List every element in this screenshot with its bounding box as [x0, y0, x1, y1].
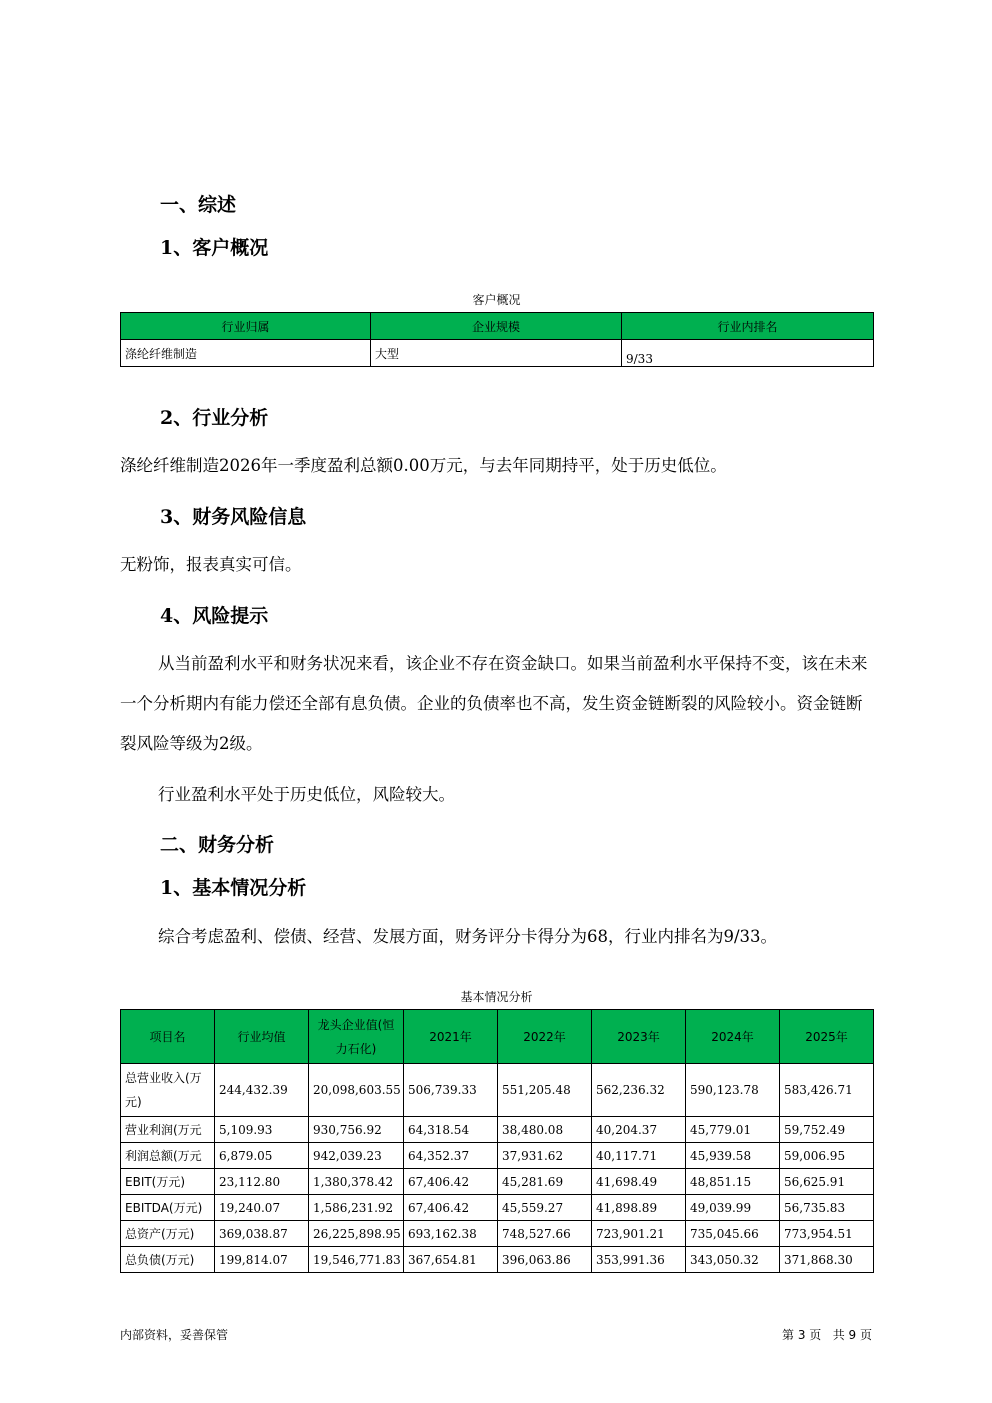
value-cell: 396,063.86: [498, 1247, 592, 1273]
footer-confidential: 内部资料，妥善保管: [120, 1328, 229, 1342]
table-row: [121, 1169, 874, 1195]
value-cell: 735,045.66: [686, 1221, 780, 1247]
value-cell: 6,879.05: [215, 1143, 309, 1169]
table-header-row: [121, 1010, 874, 1064]
row-label-cell: EBIT(万元): [121, 1169, 215, 1195]
value-cell: 942,039.23: [309, 1143, 404, 1169]
header-cell: 2021年: [404, 1010, 498, 1064]
subheading-customer-overview: 1、客户概况: [160, 237, 269, 259]
value-cell: 5,109.93: [215, 1117, 309, 1143]
row-label-cell: 总负债(万元): [121, 1247, 215, 1273]
table-caption-basic: 基本情况分析: [460, 990, 533, 1004]
value-cell: 19,546,771.83: [309, 1247, 404, 1273]
value-cell: 49,039.99: [686, 1195, 780, 1221]
value-cell: 64,318.54: [404, 1117, 498, 1143]
table-row: [121, 1143, 874, 1169]
header-cell: 2023年: [592, 1010, 686, 1064]
value-cell: 48,851.15: [686, 1169, 780, 1195]
subheading-basic-analysis: 1、基本情况分析: [160, 877, 307, 899]
value-cell: 67,406.42: [404, 1169, 498, 1195]
header-cell: 企业规模: [371, 313, 622, 340]
value-cell: 551,205.48: [498, 1064, 592, 1117]
value-cell: 40,117.71: [592, 1143, 686, 1169]
value-cell: 19,240.07: [215, 1195, 309, 1221]
value-cell: 723,901.21: [592, 1221, 686, 1247]
value-cell: 56,735.83: [780, 1195, 874, 1221]
value-cell: 369,038.87: [215, 1221, 309, 1247]
section-heading-financial: 二、财务分析: [160, 834, 275, 856]
scale-cell: 大型: [371, 340, 622, 367]
value-cell: 23,112.80: [215, 1169, 309, 1195]
value-cell: 773,954.51: [780, 1221, 874, 1247]
header-cell: 项目名: [121, 1010, 215, 1064]
risk-warning-text: 从当前盈利水平和财务状况来看，该企业不存在资金缺口。如果当前盈利水平保持不变，该在未来一个分析期内有能力偿还全部有息负债。企业的负债率也不高，发生资金链断裂的风险较小。资金链断裂风险等级为2级。: [120, 654, 868, 753]
value-cell: 199,814.07: [215, 1247, 309, 1273]
value-cell: 367,654.81: [404, 1247, 498, 1273]
rank-cell: 9/33: [622, 340, 874, 367]
footer-page-number: 第 3 页 共 9 页: [782, 1328, 872, 1342]
value-cell: 1,380,378.42: [309, 1169, 404, 1195]
value-cell: 371,868.30: [780, 1247, 874, 1273]
basic-analysis-table: [120, 1009, 874, 1273]
value-cell: 38,480.08: [498, 1117, 592, 1143]
row-label-cell: EBITDA(万元): [121, 1195, 215, 1221]
value-cell: 20,098,603.55: [309, 1064, 404, 1117]
value-cell: 506,739.33: [404, 1064, 498, 1117]
table-header-row: [121, 313, 874, 340]
row-label-cell: 总营业收入(万元): [121, 1064, 215, 1117]
value-cell: 59,752.49: [780, 1117, 874, 1143]
table-row: [121, 1117, 874, 1143]
header-cell: 行业归属: [121, 313, 371, 340]
industry-analysis-text: 涤纶纤维制造2026年一季度盈利总额0.00万元，与去年同期持平，处于历史低位。: [120, 456, 727, 475]
header-cell: 龙头企业值(恒力石化): [309, 1010, 404, 1064]
header-cell: 2022年: [498, 1010, 592, 1064]
value-cell: 56,625.91: [780, 1169, 874, 1195]
value-cell: 343,050.32: [686, 1247, 780, 1273]
value-cell: 244,432.39: [215, 1064, 309, 1117]
value-cell: 40,204.37: [592, 1117, 686, 1143]
value-cell: 353,991.36: [592, 1247, 686, 1273]
value-cell: 67,406.42: [404, 1195, 498, 1221]
header-cell: 行业内排名: [622, 313, 874, 340]
financial-risk-text: 无粉饰，报表真实可信。: [120, 555, 302, 574]
value-cell: 693,162.38: [404, 1221, 498, 1247]
row-label-cell: 营业利润(万元: [121, 1117, 215, 1143]
section-heading-overview: 一、综述: [160, 194, 237, 216]
value-cell: 583,426.71: [780, 1064, 874, 1117]
value-cell: 748,527.66: [498, 1221, 592, 1247]
table-row: [121, 340, 874, 367]
value-cell: 590,123.78: [686, 1064, 780, 1117]
industry-cell: 涤纶纤维制造: [121, 340, 371, 367]
value-cell: 45,281.69: [498, 1169, 592, 1195]
row-label-cell: 利润总额(万元: [121, 1143, 215, 1169]
value-cell: 45,939.58: [686, 1143, 780, 1169]
value-cell: 41,698.49: [592, 1169, 686, 1195]
value-cell: 64,352.37: [404, 1143, 498, 1169]
table-row: [121, 1247, 874, 1273]
header-cell: 2024年: [686, 1010, 780, 1064]
table-row: [121, 1064, 874, 1117]
subheading-risk-warning: 4、风险提示: [160, 605, 269, 627]
customer-overview-table: [120, 312, 874, 367]
value-cell: 45,559.27: [498, 1195, 592, 1221]
table-caption-customer: 客户概况: [472, 293, 521, 307]
subheading-financial-risk: 3、财务风险信息: [160, 506, 307, 528]
header-cell: 2025年: [780, 1010, 874, 1064]
industry-risk-text: 行业盈利水平处于历史低位，风险较大。: [158, 785, 455, 804]
value-cell: 562,236.32: [592, 1064, 686, 1117]
value-cell: 26,225,898.95: [309, 1221, 404, 1247]
subheading-industry-analysis: 2、行业分析: [160, 407, 269, 429]
table-row: [121, 1221, 874, 1247]
value-cell: 37,931.62: [498, 1143, 592, 1169]
value-cell: 41,898.89: [592, 1195, 686, 1221]
value-cell: 45,779.01: [686, 1117, 780, 1143]
basic-analysis-text: 综合考虑盈利、偿债、经营、发展方面，财务评分卡得分为68，行业内排名为9/33。: [158, 927, 778, 946]
value-cell: 1,586,231.92: [309, 1195, 404, 1221]
table-row: [121, 1195, 874, 1221]
value-cell: 930,756.92: [309, 1117, 404, 1143]
header-cell: 行业均值: [215, 1010, 309, 1064]
row-label-cell: 总资产(万元): [121, 1221, 215, 1247]
value-cell: 59,006.95: [780, 1143, 874, 1169]
